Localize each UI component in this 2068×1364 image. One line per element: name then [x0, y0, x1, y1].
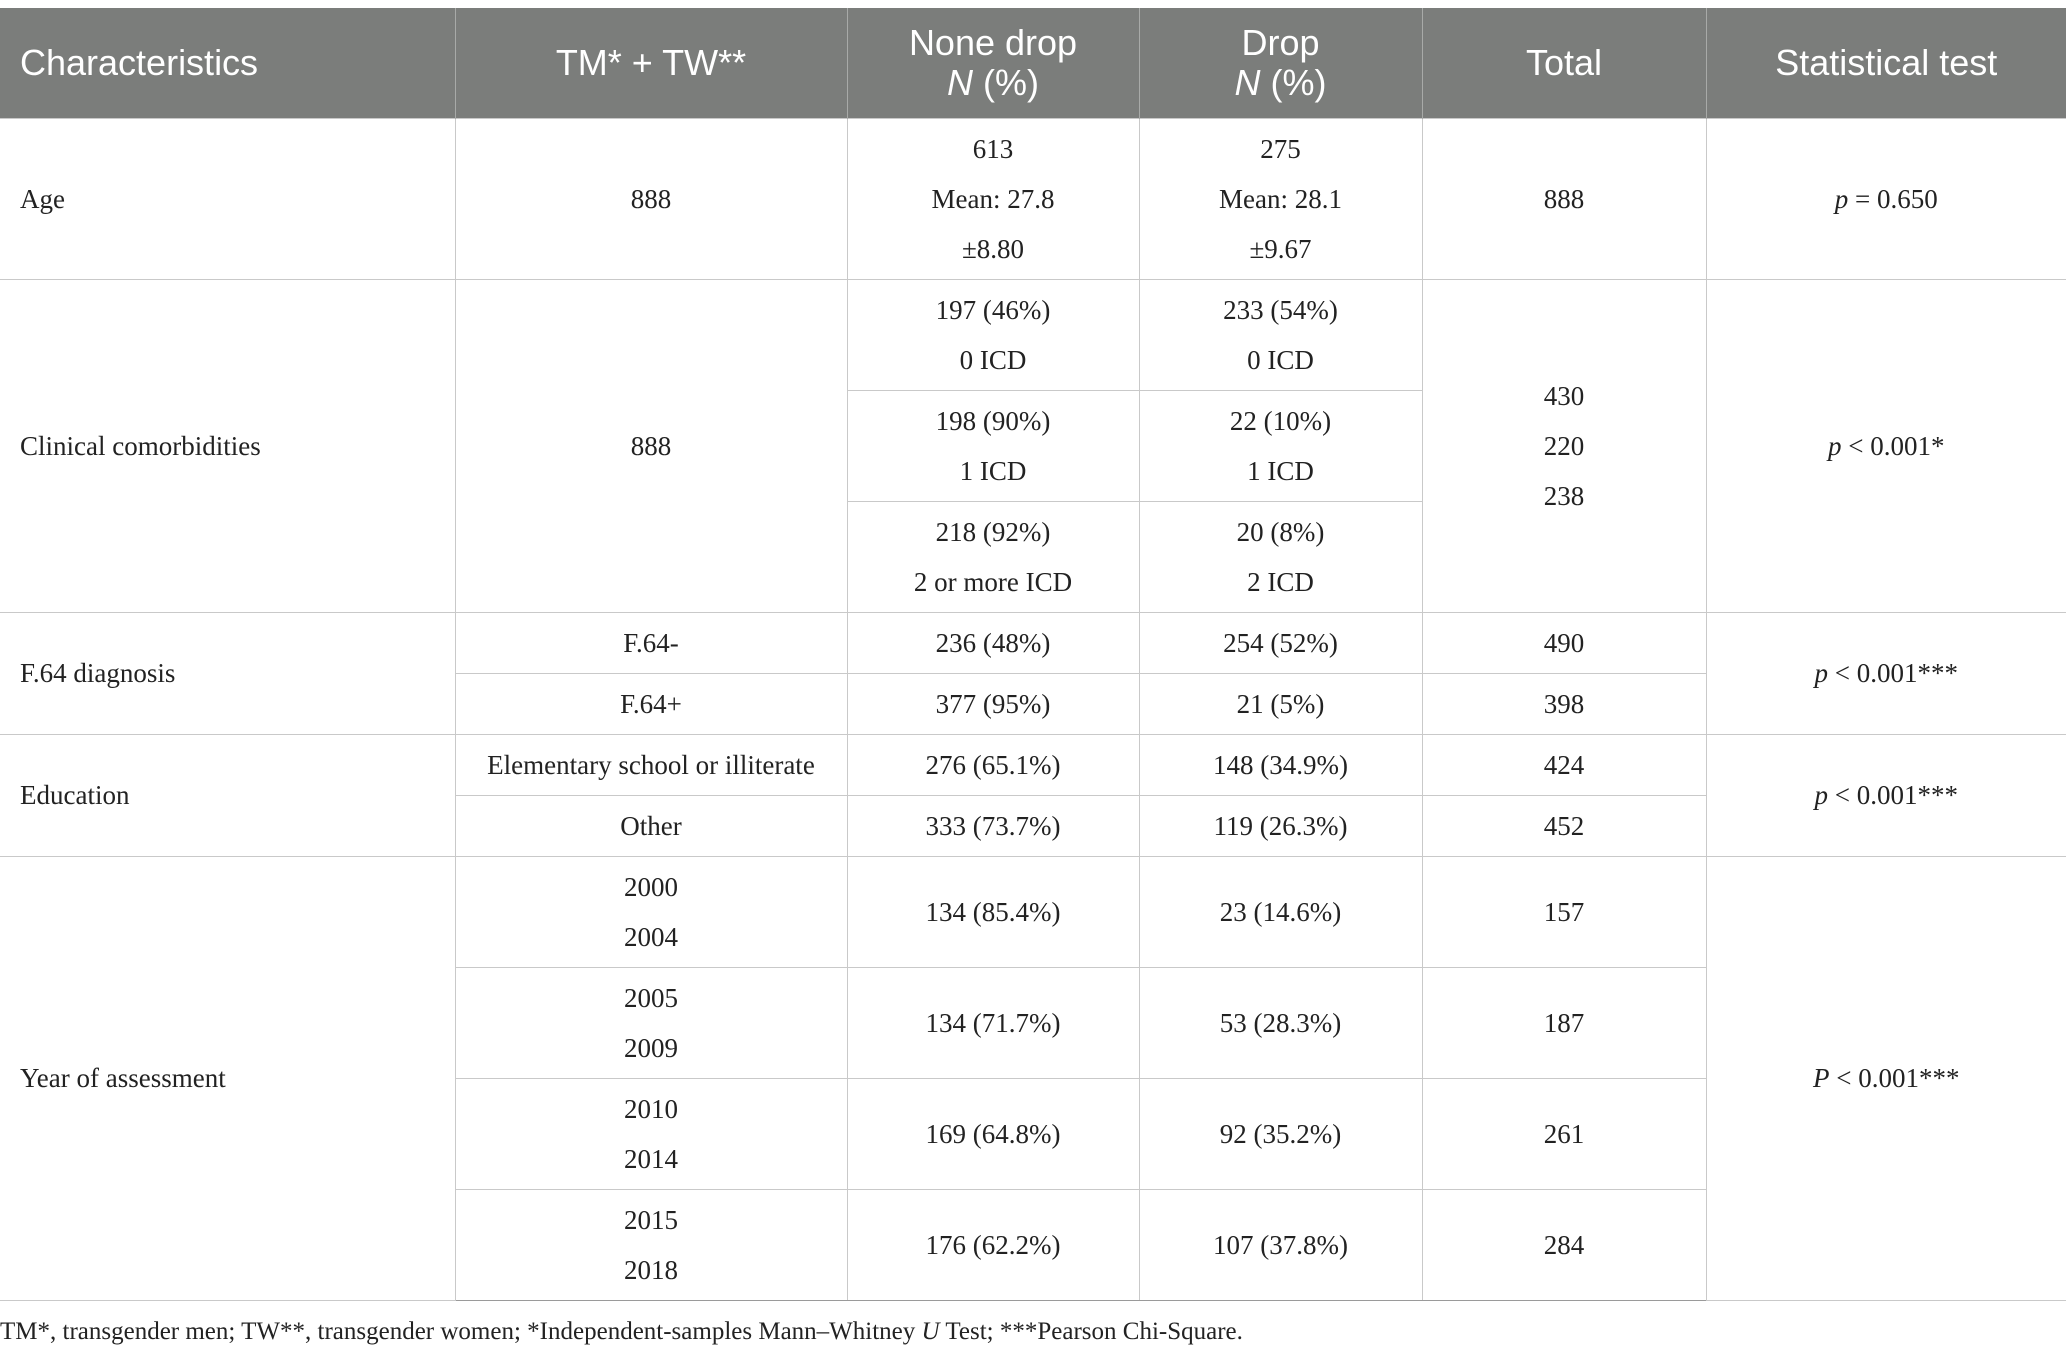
age-total: 888 — [1422, 118, 1706, 279]
f64-drop-1: 21 (5%) — [1139, 673, 1422, 734]
year-test — [1706, 856, 2066, 1300]
year-total-0: 157 — [1422, 856, 1706, 967]
comorbidities-none-drop-2-value: 218 (92%) — [935, 516, 1051, 547]
header-characteristics: Characteristics — [0, 8, 455, 118]
education-group-0: Elementary school or illiterate — [455, 734, 847, 795]
education-test — [1706, 734, 2066, 856]
year-none-drop-1: 134 (71.7%) — [847, 967, 1139, 1078]
age-none-drop — [847, 118, 1139, 279]
age-drop-mean: Mean: 28.1 — [1219, 183, 1342, 214]
comorbidities-group: 888 — [455, 279, 847, 612]
comorbidities-drop-1 — [1139, 390, 1422, 501]
comorbidities-test-value: < 0.001* — [1841, 430, 1945, 461]
row-label-comorbidities: Clinical comorbidities — [0, 279, 455, 612]
f64-group-1: F.64+ — [455, 673, 847, 734]
comorbidities-drop-2-icd: 2 ICD — [1247, 566, 1314, 597]
year-group-0-start: 2000 — [624, 871, 678, 902]
age-test-p: p — [1834, 183, 1849, 214]
comorbidities-none-drop-1-value: 198 (90%) — [935, 405, 1051, 436]
header-drop — [1139, 8, 1422, 118]
age-test-value: = 0.650 — [1848, 183, 1938, 214]
header-none-drop-title: None drop — [908, 21, 1078, 63]
table-row-education-0 — [0, 734, 2066, 795]
education-test-p: p — [1814, 780, 1828, 810]
year-total-2: 261 — [1422, 1078, 1706, 1189]
comorbidities-none-drop-1 — [847, 390, 1139, 501]
table-row-f64-0 — [0, 612, 2066, 673]
age-drop-count: 275 — [1260, 133, 1301, 164]
year-group-0 — [455, 856, 847, 967]
age-test — [1706, 118, 2066, 279]
comorbidities-none-drop-0-icd: 0 ICD — [959, 344, 1027, 375]
table-footnote — [0, 1318, 2060, 1346]
header-none-drop-unit — [856, 63, 1131, 103]
header-drop-title: Drop — [1241, 21, 1320, 63]
year-none-drop-3: 176 (62.2%) — [847, 1189, 1139, 1300]
year-group-2-end: 2014 — [624, 1143, 678, 1174]
f64-test-value: < 0.001*** — [1828, 658, 1958, 688]
footnote-italic-u: U — [921, 1318, 940, 1345]
f64-test — [1706, 612, 2066, 734]
education-total-0: 424 — [1422, 734, 1706, 795]
comorbidities-test — [1706, 279, 2066, 612]
age-none-drop-sd: ±8.80 — [961, 233, 1025, 264]
characteristics-table — [0, 8, 2066, 1301]
table-row-year-0 — [0, 856, 2066, 967]
education-drop-0: 148 (34.9%) — [1139, 734, 1422, 795]
year-total-3: 284 — [1422, 1189, 1706, 1300]
year-group-2-start: 2010 — [624, 1093, 678, 1124]
header-group: TM* + TW** — [455, 8, 847, 118]
comorbidities-drop-2-value: 20 (8%) — [1236, 516, 1325, 547]
header-none-drop-n: N — [947, 61, 973, 103]
row-label-age: Age — [0, 118, 455, 279]
f64-group-0: F.64- — [455, 612, 847, 673]
year-group-1-end: 2009 — [624, 1032, 678, 1063]
comorbidities-none-drop-2-icd: 2 or more ICD — [913, 566, 1073, 597]
education-group-1: Other — [455, 795, 847, 856]
year-drop-1: 53 (28.3%) — [1139, 967, 1422, 1078]
f64-test-p: p — [1814, 658, 1828, 688]
year-test-value: < 0.001*** — [1829, 1063, 1960, 1093]
header-drop-unit — [1148, 63, 1414, 103]
header-total: Total — [1422, 8, 1706, 118]
year-group-3-end: 2018 — [624, 1254, 678, 1285]
table-body — [0, 118, 2066, 1300]
comorbidities-drop-0-icd: 0 ICD — [1247, 344, 1314, 375]
education-total-1: 452 — [1422, 795, 1706, 856]
f64-total-1: 398 — [1422, 673, 1706, 734]
row-label-education: Education — [0, 734, 455, 856]
education-none-drop-1: 333 (73.7%) — [847, 795, 1139, 856]
age-none-drop-mean: Mean: 27.8 — [931, 183, 1055, 214]
header-drop-n: N — [1234, 61, 1261, 103]
table-row-comorbidities-0 — [0, 279, 2066, 390]
year-group-2 — [455, 1078, 847, 1189]
year-group-3 — [455, 1189, 847, 1300]
year-drop-2: 92 (35.2%) — [1139, 1078, 1422, 1189]
year-group-0-end: 2004 — [624, 921, 678, 952]
education-none-drop-0: 276 (65.1%) — [847, 734, 1139, 795]
comorbidities-drop-1-icd: 1 ICD — [1247, 455, 1314, 486]
comorbidities-total-2: 238 — [1543, 480, 1585, 511]
f64-none-drop-0: 236 (48%) — [847, 612, 1139, 673]
header-none-drop-pct: (%) — [973, 61, 1039, 103]
education-drop-1: 119 (26.3%) — [1139, 795, 1422, 856]
header-statistical-test: Statistical test — [1706, 8, 2066, 118]
comorbidities-drop-1-value: 22 (10%) — [1229, 405, 1332, 436]
year-none-drop-2: 169 (64.8%) — [847, 1078, 1139, 1189]
year-group-1 — [455, 967, 847, 1078]
f64-drop-0: 254 (52%) — [1139, 612, 1422, 673]
comorbidities-drop-2 — [1139, 501, 1422, 612]
table-row-age — [0, 118, 2066, 279]
year-group-1-start: 2005 — [624, 982, 678, 1013]
comorbidities-total — [1422, 279, 1706, 612]
table-header — [0, 8, 2066, 118]
footnote-part-2: Test; ***Pearson Chi-Square. — [939, 1318, 1243, 1345]
year-total-1: 187 — [1422, 967, 1706, 1078]
row-label-year: Year of assessment — [0, 856, 455, 1300]
age-none-drop-count: 613 — [972, 133, 1014, 164]
comorbidities-none-drop-1-icd: 1 ICD — [959, 455, 1027, 486]
comorbidities-none-drop-0 — [847, 279, 1139, 390]
education-test-value: < 0.001*** — [1828, 780, 1958, 810]
f64-total-0: 490 — [1422, 612, 1706, 673]
age-drop-sd: ±9.67 — [1249, 233, 1312, 264]
header-drop-pct: (%) — [1260, 61, 1327, 103]
f64-none-drop-1: 377 (95%) — [847, 673, 1139, 734]
year-group-3-start: 2015 — [624, 1204, 678, 1235]
year-drop-0: 23 (14.6%) — [1139, 856, 1422, 967]
comorbidities-test-p: p — [1828, 430, 1842, 461]
year-drop-3: 107 (37.8%) — [1139, 1189, 1422, 1300]
comorbidities-total-0: 430 — [1543, 380, 1585, 411]
age-group: 888 — [455, 118, 847, 279]
comorbidities-total-1: 220 — [1543, 430, 1585, 461]
comorbidities-none-drop-0-value: 197 (46%) — [935, 294, 1051, 325]
header-none-drop — [847, 8, 1139, 118]
row-label-f64: F.64 diagnosis — [0, 612, 455, 734]
year-none-drop-0: 134 (85.4%) — [847, 856, 1139, 967]
comorbidities-drop-0-value: 233 (54%) — [1223, 294, 1338, 325]
year-test-p: P — [1813, 1063, 1830, 1093]
comorbidities-none-drop-2 — [847, 501, 1139, 612]
comorbidities-drop-0 — [1139, 279, 1422, 390]
footnote-part-1: TM*, transgender men; TW**, transgender women; *Independent-samples Mann–Whitney — [0, 1318, 922, 1345]
age-drop — [1139, 118, 1422, 279]
